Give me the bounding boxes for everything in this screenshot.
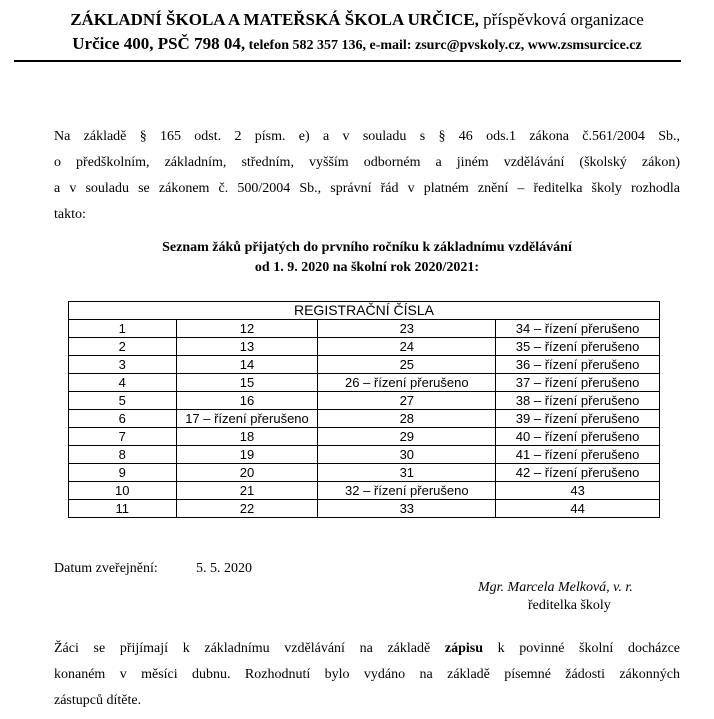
table-cell: 37 – řízení přerušeno — [496, 374, 660, 392]
table-cell: 6 — [69, 410, 177, 428]
intro-line: Na základě § 165 odst. 2 písm. e) a v souladu s § 46 ods.1 zákona č.561/2004 Sb., — [54, 129, 680, 144]
intro-line: a v souladu se zákonem č. 500/2004 Sb., správní řád v platném znění – ředitelka školy rozhodla — [54, 181, 680, 196]
table-cell: 35 – řízení přerušeno — [496, 338, 660, 356]
table-cell: 44 — [496, 500, 660, 518]
table-cell: 17 – řízení přerušeno — [176, 410, 318, 428]
table-cell: 18 — [176, 428, 318, 446]
registration-numbers-table — [68, 301, 660, 518]
organization-type: příspěvková organizace — [483, 10, 644, 29]
table-row — [69, 392, 660, 410]
table-row — [69, 338, 660, 356]
table-cell: 29 — [318, 428, 496, 446]
table-cell: 11 — [69, 500, 177, 518]
table-cell: 3 — [69, 356, 177, 374]
table-cell: 39 – řízení přerušeno — [496, 410, 660, 428]
table-cell: 1 — [69, 320, 177, 338]
table-cell: 9 — [69, 464, 177, 482]
table-cell: 16 — [176, 392, 318, 410]
table-row — [69, 446, 660, 464]
outro-line: zástupců dítěte. — [54, 693, 142, 708]
table-cell: 19 — [176, 446, 318, 464]
table-cell: 15 — [176, 374, 318, 392]
signature-role: ředitelka školy — [528, 598, 611, 613]
table-cell: 12 — [176, 320, 318, 338]
table-cell: 34 – řízení přerušeno — [496, 320, 660, 338]
table-cell: 20 — [176, 464, 318, 482]
table-cell: 41 – řízení přerušeno — [496, 446, 660, 464]
table-cell: 40 – řízení přerušeno — [496, 428, 660, 446]
table-row — [69, 356, 660, 374]
table-cell: 2 — [69, 338, 177, 356]
table-cell: 23 — [318, 320, 496, 338]
outro-line — [54, 636, 680, 662]
school-contact-header — [0, 34, 714, 54]
school-name: ZÁKLADNÍ ŠKOLA A MATEŘSKÁ ŠKOLA URČICE, — [70, 10, 479, 29]
table-cell: 7 — [69, 428, 177, 446]
outro-text: Žáci se přijímají k základnímu vzdělávání na základě — [54, 641, 431, 656]
table-row — [69, 410, 660, 428]
list-title-line2: od 1. 9. 2020 na školní rok 2020/2021: — [254, 260, 480, 275]
signature-name: Mgr. Marcela Melková, v. r. — [478, 580, 633, 595]
table-row — [69, 464, 660, 482]
table-cell: 8 — [69, 446, 177, 464]
table-cell: 38 – řízení přerušeno — [496, 392, 660, 410]
table-header: REGISTRAČNÍ ČÍSLA — [69, 302, 660, 320]
table-cell: 33 — [318, 500, 496, 518]
table-cell: 4 — [69, 374, 177, 392]
table-row — [69, 428, 660, 446]
publication-date: 5. 5. 2020 — [196, 561, 252, 576]
table-cell: 13 — [176, 338, 318, 356]
table-row — [69, 500, 660, 518]
table-cell: 5 — [69, 392, 177, 410]
publication-date-label: Datum zveřejnění: — [54, 561, 158, 576]
table-cell: 26 – řízení přerušeno — [318, 374, 496, 392]
outro-line: konaném v měsíci dubnu. Rozhodnutí bylo vydáno na základě písemné žádosti zákonných — [54, 667, 680, 682]
school-contact: telefon 582 357 136, e-mail: zsurc@pvskoly.cz, www.zsmsurcice.cz — [248, 38, 642, 53]
table-cell: 32 – řízení přerušeno — [318, 482, 496, 500]
header-divider — [14, 60, 681, 62]
outro-emphasis: zápisu — [444, 641, 483, 656]
table-cell: 43 — [496, 482, 660, 500]
table-cell: 42 – řízení přerušeno — [496, 464, 660, 482]
outro-paragraph — [54, 636, 680, 714]
table-row — [69, 374, 660, 392]
table-cell: 21 — [176, 482, 318, 500]
list-title-line1: Seznam žáků přijatých do prvního ročníku k základnímu vzdělávání — [162, 240, 572, 255]
intro-line: o předškolním, základním, středním, vyšším odborném a jiném vzdělávání (školský zákon) — [54, 155, 680, 170]
table-cell: 31 — [318, 464, 496, 482]
table-cell: 36 – řízení přerušeno — [496, 356, 660, 374]
table-cell: 24 — [318, 338, 496, 356]
table-cell: 28 — [318, 410, 496, 428]
table-cell: 22 — [176, 500, 318, 518]
outro-text: k povinné školní docházce — [497, 641, 681, 656]
table-row — [69, 482, 660, 500]
school-address: Určice 400, PSČ 798 04, — [72, 34, 246, 53]
table-cell: 27 — [318, 392, 496, 410]
table-cell: 25 — [318, 356, 496, 374]
table-cell: 14 — [176, 356, 318, 374]
school-name-header — [0, 10, 714, 30]
table-cell: 30 — [318, 446, 496, 464]
table-cell: 10 — [69, 482, 177, 500]
list-title — [0, 238, 714, 278]
table-row — [69, 320, 660, 338]
intro-paragraph — [54, 124, 680, 228]
intro-line: takto: — [54, 207, 86, 222]
